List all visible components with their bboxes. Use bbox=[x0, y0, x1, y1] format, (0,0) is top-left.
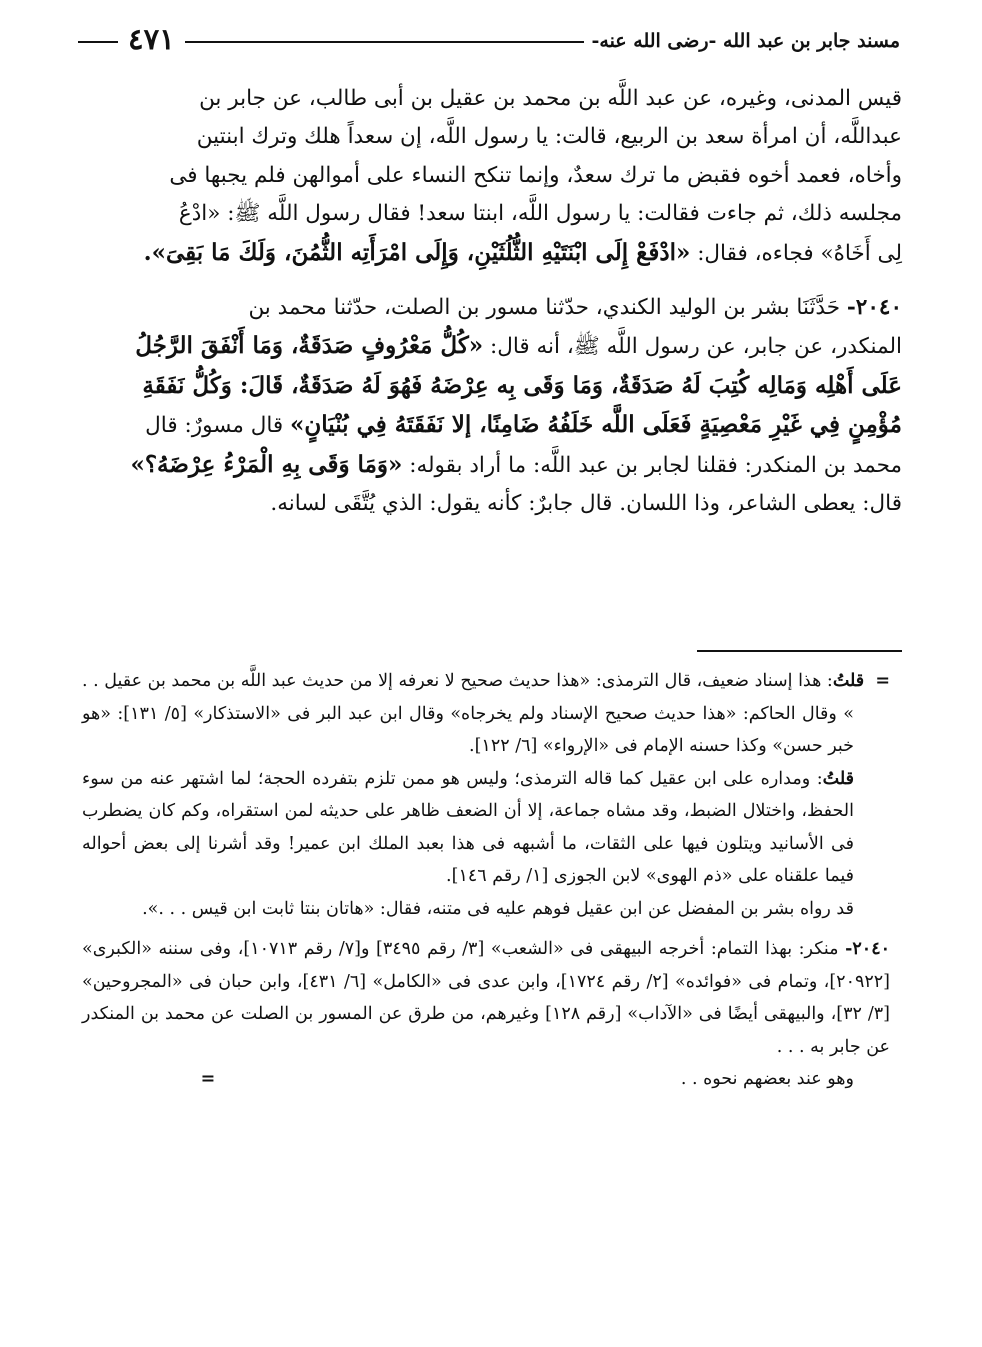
note-number: ٢٠٤٠- bbox=[845, 939, 890, 959]
note-text: : هذا إسناد ضعيف، قال الترمذى: «هذا حديث صحيح لا نعرفه إلا من حديث عبد اللَّه بن محمد بن عقيل . . » وقال الحاكم: «هذا حديث صحيح الإسناد ولم يخرجاه» وقال ابن عبد البر فى «الاستذكار» [٥/ ١٣١]: «هو خبر حسن» وكذا حسنه الإمام فى «الإرواء» [٦/ ١٢٢]. bbox=[82, 671, 854, 756]
narration-text: محمد بن المنكدر: فقلنا لجابر بن عبد اللَّه: ما أراد بقوله: bbox=[402, 452, 902, 478]
footnote-last-line bbox=[82, 1063, 890, 1096]
note-label: قلتُ bbox=[832, 671, 865, 691]
prophetic-saying: مُؤْمِنٍ فِي غَيْرِ مَعْصِيَةٍ فَعَلَى اللَّه خَلَفُهُ ضَامِنًا، إلا نَفَقَتَهُ فِي بُنْيَانٍ» bbox=[290, 411, 902, 439]
prophetic-saying: عَلَى أَهْلِه وَمَالِه كُتِبَ لَهُ صَدَقَةٌ، وَمَا وَقَى بِه عِرْضَهُ فَهُوَ لَهُ صَدَقَةٌ، قَالَ: وَكُلُّ نَفَقَةِ bbox=[142, 371, 902, 399]
hadith-2040-line bbox=[82, 406, 902, 445]
hadith-2039-line: وأخاه، فعمد أخوه فقبض ما ترك سعدٌ، وإنما تنكح النساء على أموالهن فلم يجبها فى bbox=[169, 162, 902, 188]
prophetic-saying: «كُلُّ مَعْرُوفٍ صَدَقَةٌ، وَمَا أَنْفَقَ الرَّجُلُ bbox=[135, 332, 484, 360]
hadith-2039-last-line bbox=[82, 234, 902, 273]
continuation-marker: = bbox=[200, 1069, 216, 1089]
narration-text: قال مسورٌ: قال bbox=[145, 413, 291, 439]
hadith-2040-line: قال: يعطى الشاعر، وذا اللسان. قال جابرٌ: كأنه يقول: الذي يُتَّقَى لسانه. bbox=[270, 491, 902, 517]
note-label: قلتُ bbox=[822, 768, 854, 789]
hadith-2039-line: مجلسه ذلك، ثم جاءت فقالت: يا رسول اللَّه، ابنتا سعد! فقال رسول اللَّه ﷺ: «ادْعُ bbox=[178, 201, 902, 227]
page-number: ٤٧١ bbox=[118, 22, 185, 56]
hadith-2040-first-line bbox=[82, 289, 902, 327]
hadith-2040-line bbox=[82, 446, 902, 485]
continuation-marker: = bbox=[875, 671, 890, 691]
hadith-number: ٢٠٤٠- bbox=[846, 295, 902, 321]
note-text: : ومداره على ابن عقيل كما قاله الترمذى؛ وليس هو ممن تلزم بتفرده الحجة؛ لما اشتهر عنه من سوء الحفظ، واختلال الضبط، وقد مشاه جماعة، إلا أن الضعف ظاهر على حديثه لمن استقراه، وكم كان يضطرب فى الأسانيد ويتلون فيها على الثقات، ما أشبهه فى هذا بعبد الملك ابن عمير! وقد أشرنا إلى بعض أحواله فيما علقناه على «ذم الهوى» لابن الجوزى [١/ رقم ١٤٦]. bbox=[82, 768, 854, 886]
header-rule-left bbox=[78, 41, 118, 43]
footnote-paragraph bbox=[82, 763, 890, 893]
note-text: وهو عند بعضهم نحوه . . bbox=[680, 1069, 854, 1089]
footnotes bbox=[82, 665, 890, 1096]
footnote-paragraph bbox=[82, 933, 890, 1063]
note-text: منكر: بهذا التمام: أخرجه البيهقى فى «الشعب» [٣/ رقم ٣٤٩٥] و[٧/ رقم ١٠٧١٣]، وفى سننه «الكبرى» [٢٠٩٢٢]، وتمام فى «فوائده» [٢/ رقم ١٧٢٤]، وابن عدى فى «الكامل» [٦/ ٤٣١]، وابن حبان فى «المجروحين» [٣/ ٣٢]، والبيهقى أيضًا فى «الآداب» [رقم ١٢٨] وغيرهم، من طرق عن المسور بن الصلت عن محمد بن المنكدر عن جابر به . . . bbox=[82, 939, 890, 1057]
page-header bbox=[78, 22, 900, 62]
quoted-saying: «وَمَا وَقَى بِهِ الْمَرْءُ عِرْضَهُ؟» bbox=[130, 450, 403, 478]
isnad-text: حَدَّثَنَا بشر بن الوليد الكندي، حدّثنا مسور بن الصلت، حدّثنا محمد بن bbox=[248, 295, 847, 321]
footnote-paragraph bbox=[82, 665, 890, 763]
footnote-divider bbox=[697, 650, 902, 652]
narration-text: لِى أَخَاهُ» فجاءه، فقال: bbox=[690, 240, 902, 266]
hadith-2040-line bbox=[82, 327, 902, 366]
isnad-text: المنكدر، عن جابر، عن رسول اللَّه ﷺ، أنه قال: bbox=[483, 334, 902, 360]
hadith-2039-line: قيس المدنى، وغيره، عن عبد اللَّه بن محمد بن عقيل بن أبى طالب، عن جابر بن bbox=[199, 86, 902, 111]
hadith-2039-line: عبداللَّه، أن امرأة سعد بن الربيع، قالت: يا رسول اللَّه، إن سعداً هلك وترك ابنتين bbox=[196, 124, 902, 150]
footnote-paragraph: قد رواه بشر بن المفضل عن ابن عقيل فوهم عليه فى متنه، فقال: «هاتان بنتا ثابت ابن قيس . . .». bbox=[142, 898, 854, 919]
prophetic-saying: «ادْفَعْ إِلَى ابْنَتَيْهِ الثُّلُثَيْنِ، وَإِلَى امْرَأَتِه الثُّمُنَ، وَلَكَ مَا بَقِىَ». bbox=[143, 238, 691, 266]
main-text bbox=[82, 80, 902, 523]
running-title: مسند جابر بن عبد الله -رضى الله عنه- bbox=[584, 30, 901, 52]
hadith-2040-line bbox=[82, 367, 902, 406]
